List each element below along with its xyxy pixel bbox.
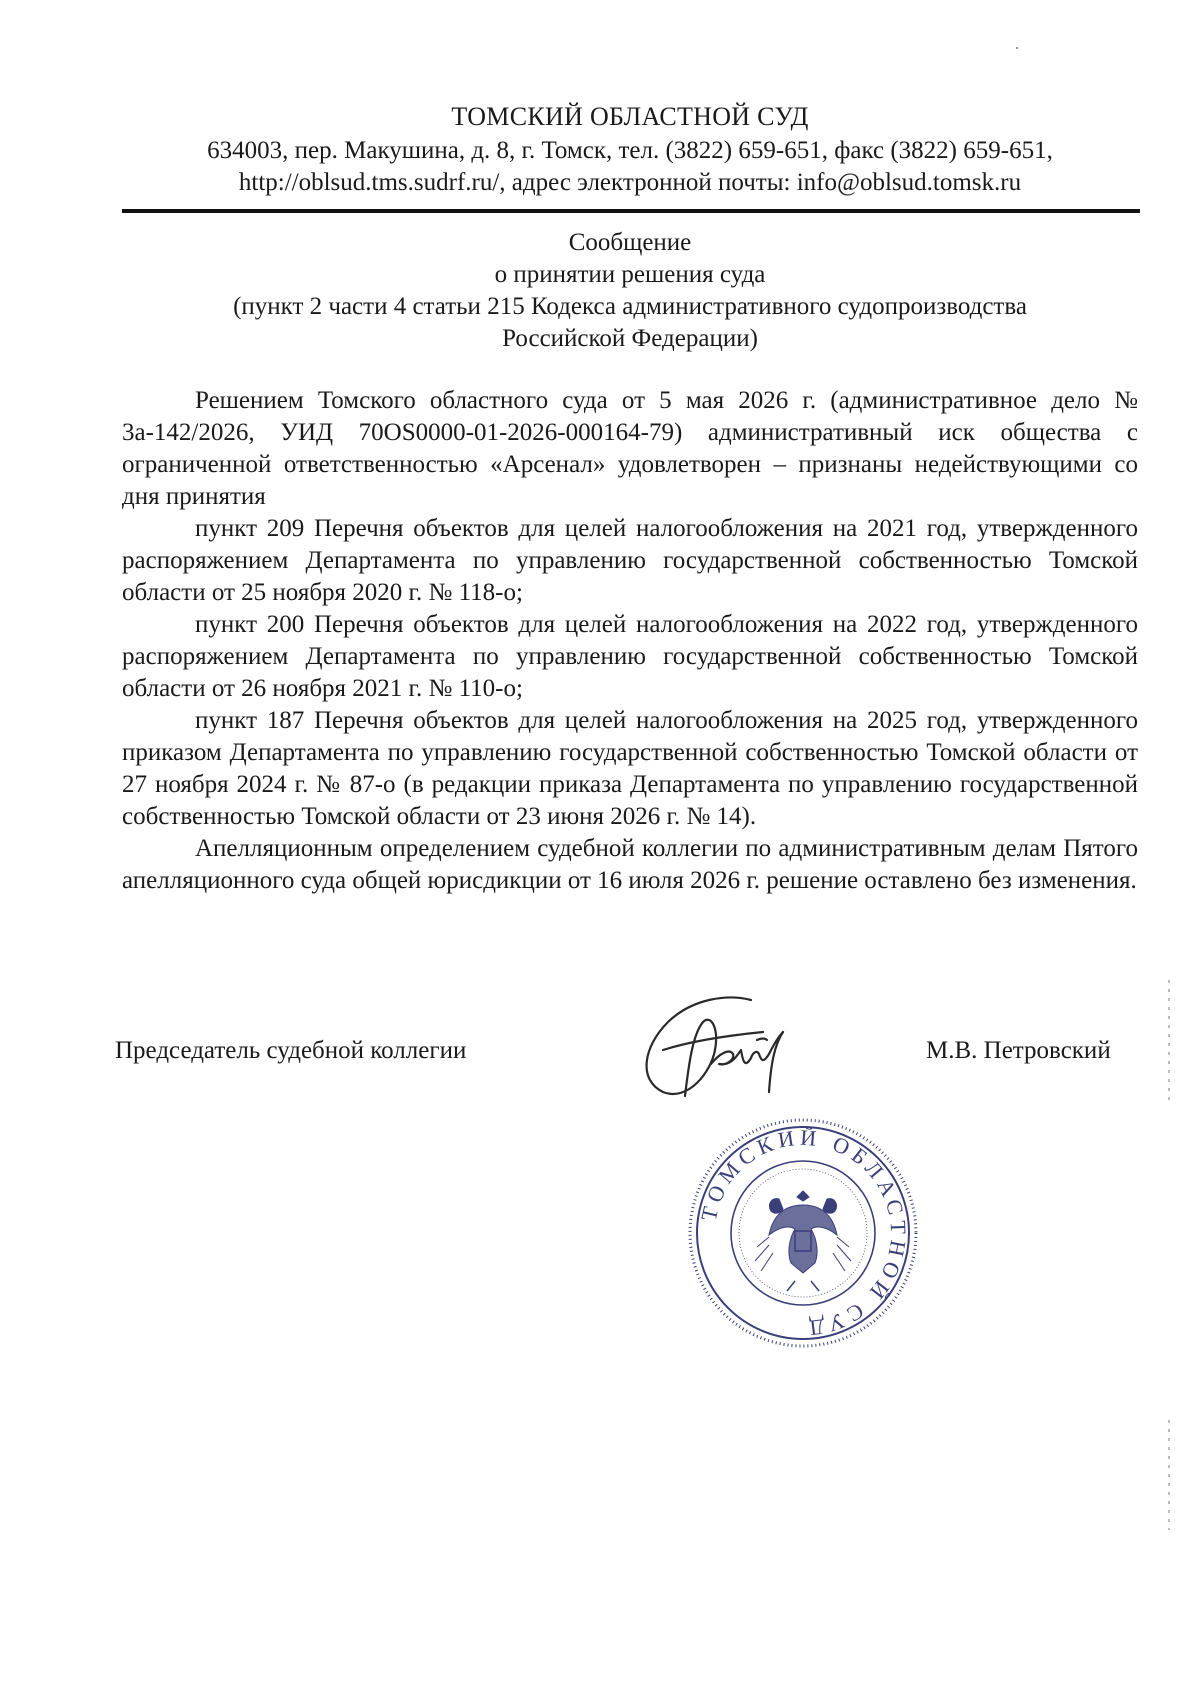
scan-speck xyxy=(1016,47,1018,49)
decision-paragraph: Решением Томского областного суда от 5 мая 2026 г. (административное дело № 3а-142/2026, УИД 70OS0000-01-2026-000164-79) административный иск общества с ограниченной ответственностью «Арсенал» удовлетворен – признаны недействующими со дня принятия xyxy=(122,387,1138,510)
seal-ring-text: ТОМСКИЙ ОБЛАСТНОЙ СУД xyxy=(695,1124,912,1342)
item-209-paragraph: пункт 209 Перечня объектов для целей налогообложения на 2021 год, утвержденного распоряжением Департамента по управлению государственной собственностью Томской области от 25 ноября 2020 г. № 118-о; xyxy=(122,515,1138,606)
header-divider xyxy=(122,209,1140,213)
court-web-email: http://oblsud.tms.sudrf.ru/, адрес электронной почты: info@oblsud.tomsk.ru xyxy=(238,169,1022,196)
scan-edge-artifact xyxy=(1168,1420,1170,1530)
court-address: 634003, пер. Макушина, д. 8, г. Томск, тел. (3822) 659-651, факс (3822) 659-651, xyxy=(207,137,1053,164)
double-headed-eagle-icon xyxy=(755,1191,851,1291)
document-subtitle: о принятии решения суда xyxy=(494,261,766,288)
document-title: Сообщение xyxy=(568,229,692,256)
document-body xyxy=(122,385,1138,897)
document-legal-basis: (пункт 2 части 4 статьи 215 Кодекса административного судопроизводства xyxy=(233,293,1027,320)
item-200-paragraph: пункт 200 Перечня объектов для целей налогообложения на 2022 год, утвержденного распоряжением Департамента по управлению государственной собственностью Томской области от 26 ноября 2021 г. № 110-о; xyxy=(122,611,1138,702)
item-187-paragraph: пункт 187 Перечня объектов для целей налогообложения на 2025 год, утвержденного приказом Департамента по управлению государственной собственностью Томской области от 27 ноября 2024 г. № 87-о (в редакции приказа Департамента по управлению государственной собственностью Томской области от 23 июня 2026 г. № 14). xyxy=(122,707,1138,830)
appeal-paragraph: Апелляционным определением судебной коллегии по административным делам Пятого апелляционного суда общей юрисдикции от 16 июля 2026 г. решение оставлено без изменения. xyxy=(122,835,1138,894)
handwritten-signature xyxy=(633,992,823,1102)
signatory-name: М.В. Петровский xyxy=(926,1037,1111,1064)
signatory-position: Председатель судебной коллегии xyxy=(115,1037,467,1064)
document-legal-basis-cont: Российской Федерации) xyxy=(502,325,758,352)
court-seal xyxy=(683,1113,923,1353)
court-name: ТОМСКИЙ ОБЛАСТНОЙ СУД xyxy=(451,102,809,131)
scan-edge-artifact xyxy=(1168,980,1170,1100)
